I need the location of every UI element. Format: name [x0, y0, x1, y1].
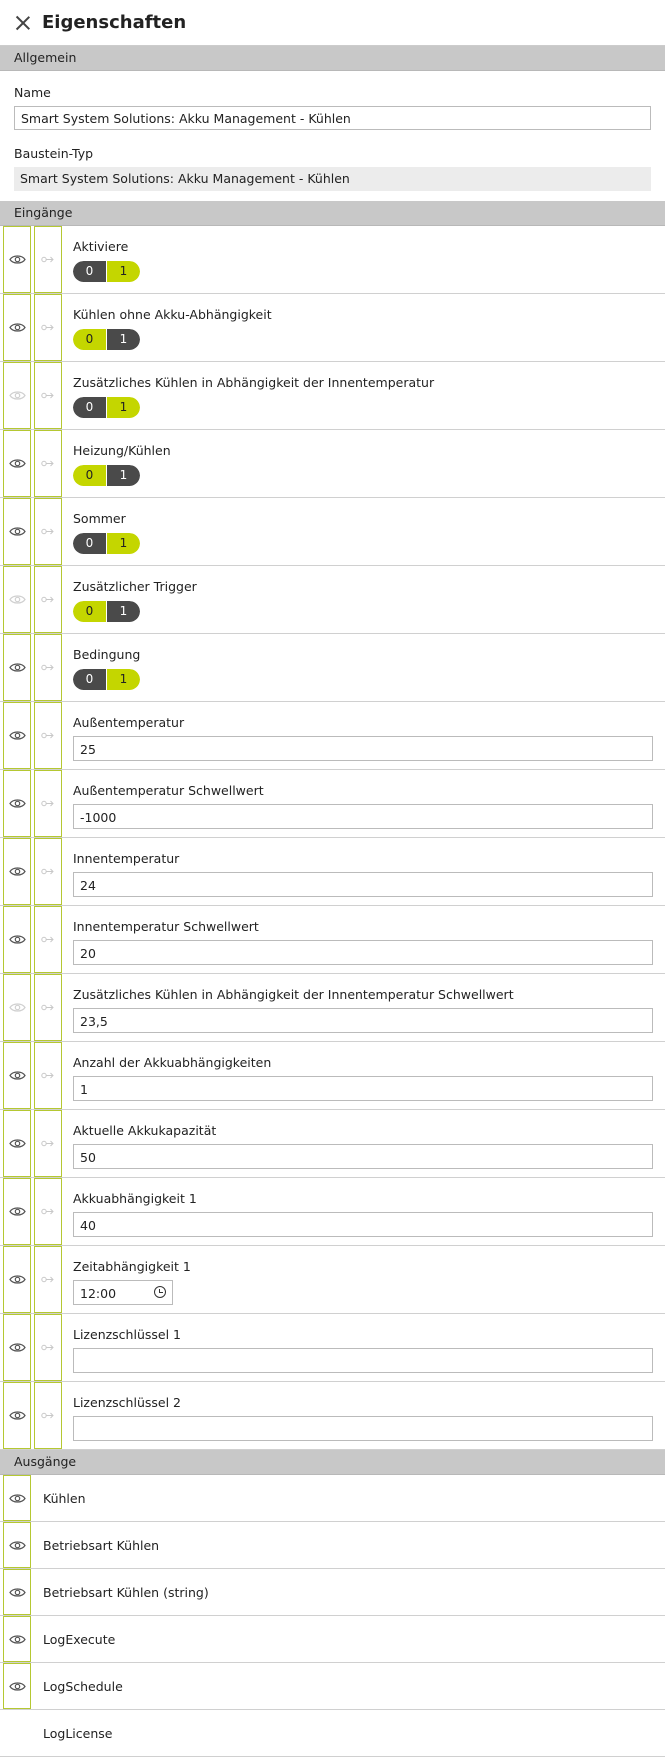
- eye-icon[interactable]: [3, 906, 31, 973]
- eye-icon[interactable]: [3, 1246, 31, 1313]
- type-label: Baustein-Typ: [14, 146, 94, 161]
- output-label: LogLicense: [43, 1725, 113, 1741]
- output-row: [0, 1569, 665, 1616]
- section-outputs: Ausgänge: [0, 1450, 665, 1475]
- output-row: [0, 1522, 665, 1569]
- binary-toggle[interactable]: [73, 601, 140, 622]
- input-row: [0, 770, 665, 838]
- input-content: [62, 1314, 665, 1381]
- link-arrow-icon[interactable]: [34, 838, 62, 905]
- input-label: Außentemperatur Schwellwert: [73, 783, 264, 798]
- input-row: [0, 498, 665, 566]
- clock-icon[interactable]: [154, 1286, 166, 1298]
- panel-header: [0, 0, 665, 46]
- input-row: [0, 1042, 665, 1110]
- input-content: [62, 566, 665, 633]
- value-input[interactable]: [73, 1348, 653, 1373]
- input-content: [62, 974, 665, 1041]
- input-content: [62, 498, 665, 565]
- toggle-option-1[interactable]: 1: [107, 261, 140, 282]
- name-field[interactable]: Smart System Solutions: Akku Management - Kühlen: [14, 106, 651, 130]
- output-row: [0, 1475, 665, 1522]
- input-label: Kühlen ohne Akku-Abhängigkeit: [73, 307, 272, 322]
- input-label: Lizenzschlüssel 2: [73, 1395, 181, 1410]
- toggle-option-1[interactable]: 1: [107, 397, 140, 418]
- inputs-list: [0, 226, 665, 1450]
- input-row: [0, 362, 665, 430]
- time-input[interactable]: [73, 1280, 173, 1305]
- value-input[interactable]: 50: [73, 1144, 653, 1169]
- value-input[interactable]: 24: [73, 872, 653, 897]
- value-input[interactable]: -1000: [73, 804, 653, 829]
- input-row: [0, 294, 665, 362]
- eye-icon[interactable]: [3, 1178, 31, 1245]
- section-inputs: Eingänge: [0, 201, 665, 226]
- input-content: [62, 294, 665, 361]
- toggle-option-0[interactable]: 0: [73, 329, 106, 350]
- value-input[interactable]: 40: [73, 1212, 653, 1237]
- eye-icon[interactable]: [3, 974, 31, 1041]
- binary-toggle[interactable]: [73, 465, 140, 486]
- input-label: Zusätzliches Kühlen in Abhängigkeit der Innentemperatur Schwellwert: [73, 987, 514, 1002]
- input-row: [0, 1246, 665, 1314]
- input-content: [62, 634, 665, 701]
- section-general: Allgemein: [0, 46, 665, 71]
- input-label: Innentemperatur: [73, 851, 180, 866]
- eye-icon[interactable]: [3, 566, 31, 633]
- panel-title: Eigenschaften: [42, 12, 187, 33]
- eye-icon[interactable]: [3, 430, 31, 497]
- eye-icon[interactable]: [3, 634, 31, 701]
- input-label: Akkuabhängigkeit 1: [73, 1191, 197, 1206]
- input-row: [0, 702, 665, 770]
- type-field: Smart System Solutions: Akku Management - Kühlen: [14, 167, 651, 191]
- toggle-option-0[interactable]: 0: [73, 601, 106, 622]
- toggle-option-0[interactable]: 0: [73, 669, 106, 690]
- input-label: Anzahl der Akkuabhängigkeiten: [73, 1055, 272, 1070]
- input-label: Zusätzliches Kühlen in Abhängigkeit der Innentemperatur: [73, 375, 435, 390]
- time-value: 12:00: [80, 1286, 117, 1301]
- value-input[interactable]: 25: [73, 736, 653, 761]
- link-arrow-icon[interactable]: [34, 1314, 62, 1381]
- input-label: Außentemperatur: [73, 715, 185, 730]
- link-arrow-icon[interactable]: [34, 566, 62, 633]
- input-label: Aktuelle Akkukapazität: [73, 1123, 217, 1138]
- input-content: [62, 770, 665, 837]
- input-row: [0, 566, 665, 634]
- link-arrow-icon[interactable]: [34, 1110, 62, 1177]
- value-input[interactable]: 20: [73, 940, 653, 965]
- eye-icon[interactable]: [3, 226, 31, 293]
- toggle-option-1[interactable]: 1: [107, 329, 140, 350]
- eye-icon[interactable]: [3, 1569, 31, 1615]
- link-arrow-icon[interactable]: [34, 974, 62, 1041]
- eye-icon[interactable]: [3, 294, 31, 361]
- eye-icon[interactable]: [3, 1616, 31, 1662]
- output-label: Betriebsart Kühlen: [43, 1537, 160, 1553]
- empty-cell: [3, 1710, 31, 1756]
- toggle-option-0[interactable]: 0: [73, 465, 106, 486]
- eye-icon[interactable]: [3, 1110, 31, 1177]
- input-content: [62, 838, 665, 905]
- binary-toggle[interactable]: [73, 261, 140, 282]
- link-arrow-icon[interactable]: [34, 362, 62, 429]
- input-content: [62, 702, 665, 769]
- input-content: [62, 430, 665, 497]
- output-label: LogSchedule: [43, 1678, 123, 1694]
- link-arrow-icon[interactable]: [34, 906, 62, 973]
- eye-icon[interactable]: [3, 1042, 31, 1109]
- link-arrow-icon[interactable]: [34, 1246, 62, 1313]
- close-icon[interactable]: [12, 12, 34, 34]
- input-content: [62, 1042, 665, 1109]
- eye-icon[interactable]: [3, 1522, 31, 1568]
- link-arrow-icon[interactable]: [34, 226, 62, 293]
- name-label: Name: [14, 85, 51, 100]
- input-content: [62, 1110, 665, 1177]
- toggle-option-0[interactable]: 0: [73, 261, 106, 282]
- input-row: [0, 430, 665, 498]
- link-arrow-icon[interactable]: [34, 1382, 62, 1449]
- input-content: [62, 906, 665, 973]
- eye-icon[interactable]: [3, 362, 31, 429]
- link-arrow-icon[interactable]: [34, 1178, 62, 1245]
- output-row: [0, 1663, 665, 1710]
- eye-icon[interactable]: [3, 1663, 31, 1709]
- binary-toggle[interactable]: [73, 397, 140, 418]
- link-arrow-icon[interactable]: [34, 498, 62, 565]
- input-label: Bedingung: [73, 647, 141, 662]
- binary-toggle[interactable]: [73, 329, 140, 350]
- eye-icon[interactable]: [3, 838, 31, 905]
- link-arrow-icon[interactable]: [34, 770, 62, 837]
- input-label: Zeitabhängigkeit 1: [73, 1259, 191, 1274]
- input-row: [0, 1382, 665, 1450]
- output-row: [0, 1616, 665, 1663]
- output-label: Kühlen: [43, 1490, 86, 1506]
- toggle-option-0[interactable]: 0: [73, 533, 106, 554]
- toggle-option-0[interactable]: 0: [73, 397, 106, 418]
- input-label: Lizenzschlüssel 1: [73, 1327, 181, 1342]
- input-row: [0, 1314, 665, 1382]
- input-content: [62, 362, 665, 429]
- input-label: Aktiviere: [73, 239, 129, 254]
- eye-icon[interactable]: [3, 498, 31, 565]
- input-row: [0, 838, 665, 906]
- input-label: Heizung/Kühlen: [73, 443, 171, 458]
- input-label: Innentemperatur Schwellwert: [73, 919, 259, 934]
- input-row: [0, 906, 665, 974]
- binary-toggle[interactable]: [73, 533, 140, 554]
- output-label: LogExecute: [43, 1631, 116, 1647]
- toggle-option-1[interactable]: 1: [107, 465, 140, 486]
- eye-icon[interactable]: [3, 702, 31, 769]
- toggle-option-1[interactable]: 1: [107, 601, 140, 622]
- binary-toggle[interactable]: [73, 669, 140, 690]
- input-row: [0, 226, 665, 294]
- link-arrow-icon[interactable]: [34, 702, 62, 769]
- input-content: [62, 1178, 665, 1245]
- value-input[interactable]: 1: [73, 1076, 653, 1101]
- input-label: Zusätzlicher Trigger: [73, 579, 197, 594]
- toggle-option-1[interactable]: 1: [107, 533, 140, 554]
- eye-icon[interactable]: [3, 1475, 31, 1521]
- link-arrow-icon[interactable]: [34, 634, 62, 701]
- input-row: [0, 1110, 665, 1178]
- eye-icon[interactable]: [3, 1382, 31, 1449]
- eye-icon[interactable]: [3, 770, 31, 837]
- input-row: [0, 634, 665, 702]
- input-row: [0, 1178, 665, 1246]
- input-label: Sommer: [73, 511, 126, 526]
- general-section: [0, 71, 665, 201]
- output-label: Betriebsart Kühlen (string): [43, 1584, 209, 1600]
- eye-icon[interactable]: [3, 1314, 31, 1381]
- input-content: [62, 226, 665, 293]
- input-row: [0, 974, 665, 1042]
- link-arrow-icon[interactable]: [34, 430, 62, 497]
- value-input[interactable]: 23,5: [73, 1008, 653, 1033]
- output-row: [0, 1710, 665, 1757]
- link-arrow-icon[interactable]: [34, 294, 62, 361]
- input-content: [62, 1246, 665, 1313]
- value-input[interactable]: [73, 1416, 653, 1441]
- toggle-option-1[interactable]: 1: [107, 669, 140, 690]
- link-arrow-icon[interactable]: [34, 1042, 62, 1109]
- input-content: [62, 1382, 665, 1449]
- outputs-list: [0, 1475, 665, 1757]
